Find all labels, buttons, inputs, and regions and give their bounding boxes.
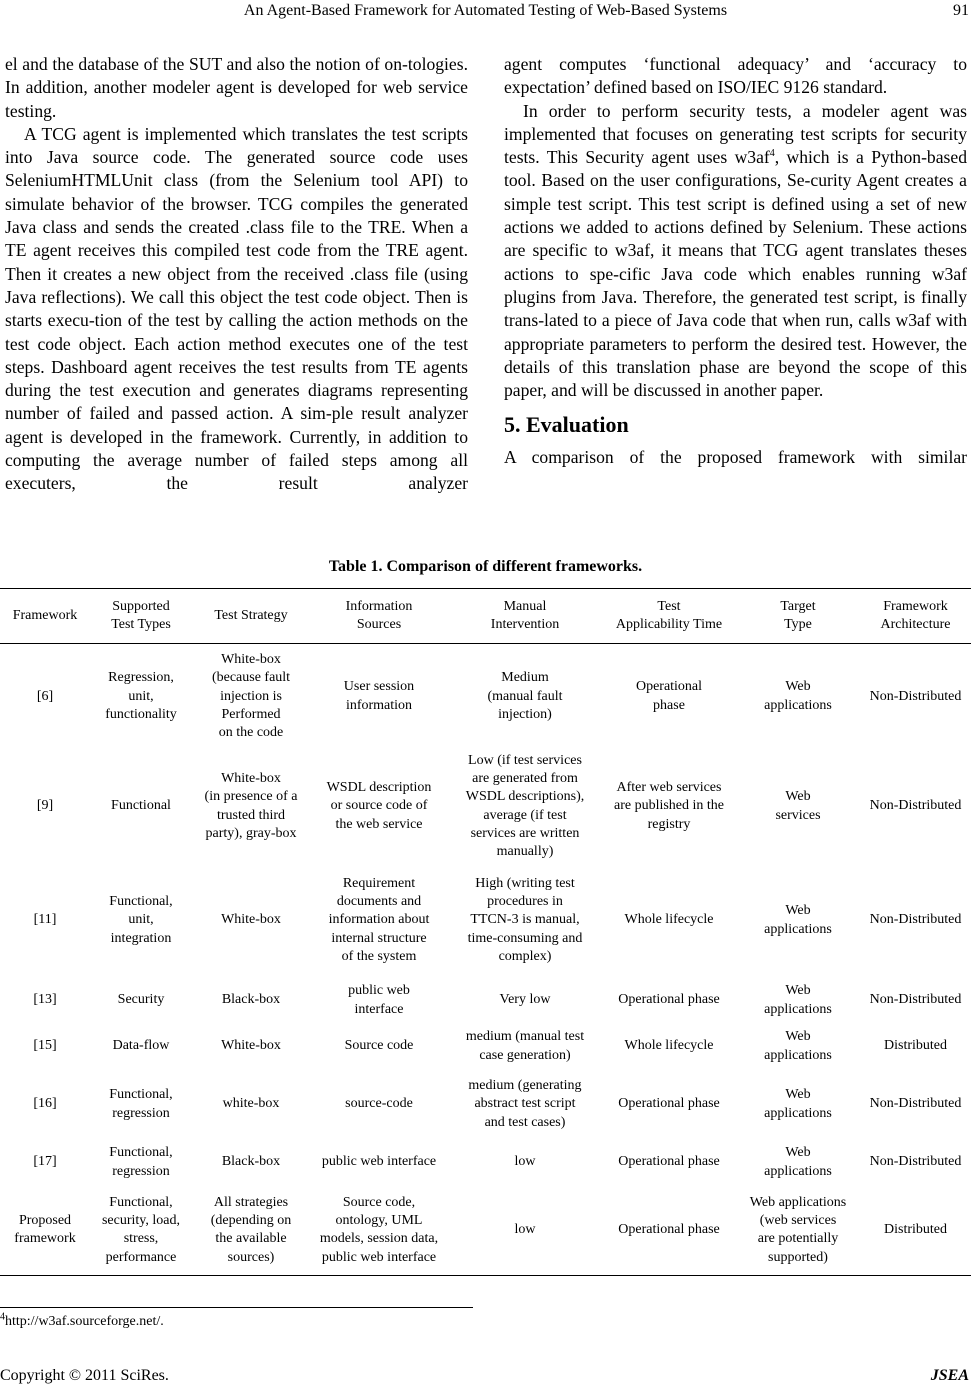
table-cell: Functional, regression — [109, 1145, 173, 1179]
table-cell: medium (manual test case generation) — [465, 1029, 585, 1063]
table-cell: Non-Distributed — [869, 1154, 962, 1170]
table-cell: White-box — [221, 1038, 281, 1054]
table-cell: white-box — [222, 1096, 280, 1112]
running-header — [0, 0, 971, 22]
table-cell: Very low — [499, 992, 551, 1008]
table-cell: Non-Distributed — [869, 1096, 962, 1112]
table-row — [0, 750, 971, 864]
footnote-link[interactable]: http://w3af.sourceforge.net/. — [5, 1314, 164, 1329]
table-cell: WSDL description or source code of the web service — [326, 780, 432, 832]
table-cell: [13] — [33, 992, 57, 1008]
table-cell: Black-box — [221, 992, 281, 1008]
table-cell: White-box (because fault injection is Performed on the code — [211, 652, 291, 741]
copyright-notice: Copyright © 2011 SciRes. — [0, 1367, 169, 1384]
header-framework: Framework — [0, 589, 90, 644]
table-cell: [6] — [36, 688, 54, 704]
header-applicability-time: Test Applicability Time — [602, 589, 736, 644]
table-cell: Low (if test services are generated from WSDL descriptions), average (if test services are written manually) — [465, 752, 585, 860]
table-row — [0, 864, 971, 978]
table-cell: Non-Distributed — [869, 688, 962, 704]
left-paragraph-2: A TCG agent is implemented which translates the test scripts into Java source code. The generated source code uses SeleniumHTMLUnit class (from the Selenium tool API) to simulate behavior of the browser. TCG compiles the generated Java class and sends the created .class file to the TRE. When a TE agent receives this compiled test code from the TRE agent. Then it creates a new object from the received .class file (using Java reflections). We call this object the test code object. Then is starts execu-tion of the test by calling the action methods on the test code object. Each action method executes one of the test steps. Dashboard agent receives the test results from TE agents during the test execution and generates diagrams representing number of failed and passed action. A sim-ple result analyzer agent is developed in the framework. Currently, in addition to computing the average number of failed steps among all executers, the result analyzer — [5, 123, 468, 494]
table-cell: Functional, regression — [109, 1087, 173, 1121]
right-column — [504, 53, 967, 493]
table-cell: Operational phase — [618, 992, 720, 1008]
header-test-types: Supported Test Types — [90, 589, 192, 644]
table-cell: source-code — [345, 1096, 413, 1112]
table-row — [0, 1024, 971, 1070]
header-architecture: Framework Architecture — [860, 589, 971, 644]
table-cell: Non-Distributed — [869, 798, 962, 814]
header-information-sources: Information Sources — [310, 589, 448, 644]
left-column — [5, 53, 468, 519]
table-cell: Web applications — [764, 983, 832, 1017]
table-cell: Proposed framework — [0, 1186, 90, 1276]
table-cell: Web applications — [764, 903, 832, 937]
table-row — [0, 1186, 971, 1276]
table-cell: public web interface — [321, 1154, 437, 1170]
table-cell: After web services are published in the registry — [613, 780, 725, 832]
table-cell: medium (generating abstract test script and test cases) — [468, 1078, 582, 1130]
table-cell: High (writing test procedures in TTCN-3 is manual, time-consuming and complex) — [467, 875, 583, 964]
table-cell: low — [448, 1186, 602, 1276]
section-heading: 5. Evaluation — [504, 412, 629, 438]
table-cell: Whole lifecycle — [624, 1038, 714, 1054]
left-paragraph-1: el and the database of the SUT and also the notion of on-tologies. In addition, another modeler agent is developed for web service testing. — [5, 54, 468, 121]
comparison-table — [0, 588, 971, 1276]
table-cell: Black-box — [221, 1154, 281, 1170]
table-row — [0, 1140, 971, 1186]
table-cell: public web interface — [348, 983, 410, 1017]
table-cell: Web applications — [764, 1087, 832, 1121]
footnote-ref: 4 — [769, 148, 775, 160]
table-row — [0, 1070, 971, 1140]
table-cell: Web applications — [764, 679, 832, 713]
table-cell: [11] — [33, 912, 57, 928]
table-cell: Source code, ontology, UML models, session data, public web interface — [310, 1186, 448, 1276]
table-cell: Requirement documents and information about internal structure of the system — [328, 875, 430, 964]
table-cell: Medium (manual fault injection) — [487, 670, 563, 722]
page-number: 91 — [953, 2, 969, 19]
running-title: An Agent-Based Framework for Automated Testing of Web-Based Systems — [243, 2, 728, 19]
table-cell: Web applications — [764, 1145, 832, 1179]
table-cell: Non-Distributed — [869, 992, 962, 1008]
table-cell: Regression, unit, functionality — [105, 670, 177, 722]
table-caption: Table 1. Comparison of different frameworks. — [328, 558, 643, 575]
table-cell: low — [514, 1154, 536, 1170]
footnote — [0, 1313, 164, 1331]
footnote-marker: 4 — [0, 1311, 5, 1323]
table-cell: Operational phase — [635, 679, 703, 713]
journal-abbreviation: JSEA — [930, 1367, 969, 1384]
table-cell: Operational phase — [618, 1096, 720, 1112]
table-cell: Functional — [111, 798, 171, 814]
table-cell: All strategies (depending on the available sources) — [192, 1186, 310, 1276]
table-cell: [17] — [33, 1154, 57, 1170]
table-row — [0, 644, 971, 750]
table-cell: Security — [117, 992, 165, 1008]
table-cell: Operational phase — [602, 1186, 736, 1276]
table-cell: Distributed — [884, 1038, 947, 1054]
header-target-type: Target Type — [736, 589, 860, 644]
table-cell: Data-flow — [112, 1038, 170, 1054]
table-cell: [15] — [33, 1038, 57, 1054]
table-cell: Functional, unit, integration — [109, 894, 173, 946]
table-cell: User session information — [343, 679, 415, 713]
table-cell: Whole lifecycle — [624, 912, 714, 928]
table-cell: Operational phase — [618, 1154, 720, 1170]
table-cell: White-box (in presence of a trusted third party), gray-box — [204, 770, 298, 841]
table-cell: Distributed — [860, 1186, 971, 1276]
table-row — [0, 978, 971, 1024]
header-manual-intervention: Manual Intervention — [448, 589, 602, 644]
table-header-row — [0, 589, 971, 644]
table-cell: Web applications (web services are potentially supported) — [736, 1186, 860, 1276]
table-cell: Source code — [344, 1038, 414, 1054]
right-paragraph-1: agent computes ‘functional adequacy’ and ‘accuracy to expectation’ defined based on ISO/IEC 9126 standard. — [504, 54, 967, 98]
right-paragraph-2-text-b: , which is a Python-based tool. Based on the user configurations, Se-curity Agent creates a simple test script. This test script is defined using a set of new actions we added to actions defined by Selenium. These actions are specific to w3af, it means that TCG agent translates theses actions to spe-cific Java code which enables running w3af plugins from Java. Therefore, the generated test script, is finally trans-lated to a piece of Java code that when run, calls w3af with appropriate parameters to perform the desired test. However, the details of this translation phase are beyond the scope of this paper, and will be discussed in another paper. — [504, 147, 967, 401]
right-paragraph-2-text-a: In order to perform security tests, a modeler agent was implemented that focuses on generating test scripts for security tests. This Security agent uses w3af — [504, 100, 967, 168]
header-test-strategy: Test Strategy — [192, 589, 310, 644]
table-cell: [16] — [33, 1096, 57, 1112]
table-cell: [9] — [36, 798, 54, 814]
table-cell: Functional, security, load, stress, performance — [90, 1186, 192, 1276]
table-cell: Web services — [775, 789, 821, 823]
right-paragraph-2 — [504, 100, 967, 403]
right-paragraph-3: A comparison of the proposed framework with similar — [504, 447, 967, 468]
table-cell: Non-Distributed — [869, 912, 962, 928]
footnote-divider — [0, 1307, 473, 1308]
table-cell: White-box — [221, 912, 281, 928]
table-cell: Web applications — [764, 1029, 832, 1063]
